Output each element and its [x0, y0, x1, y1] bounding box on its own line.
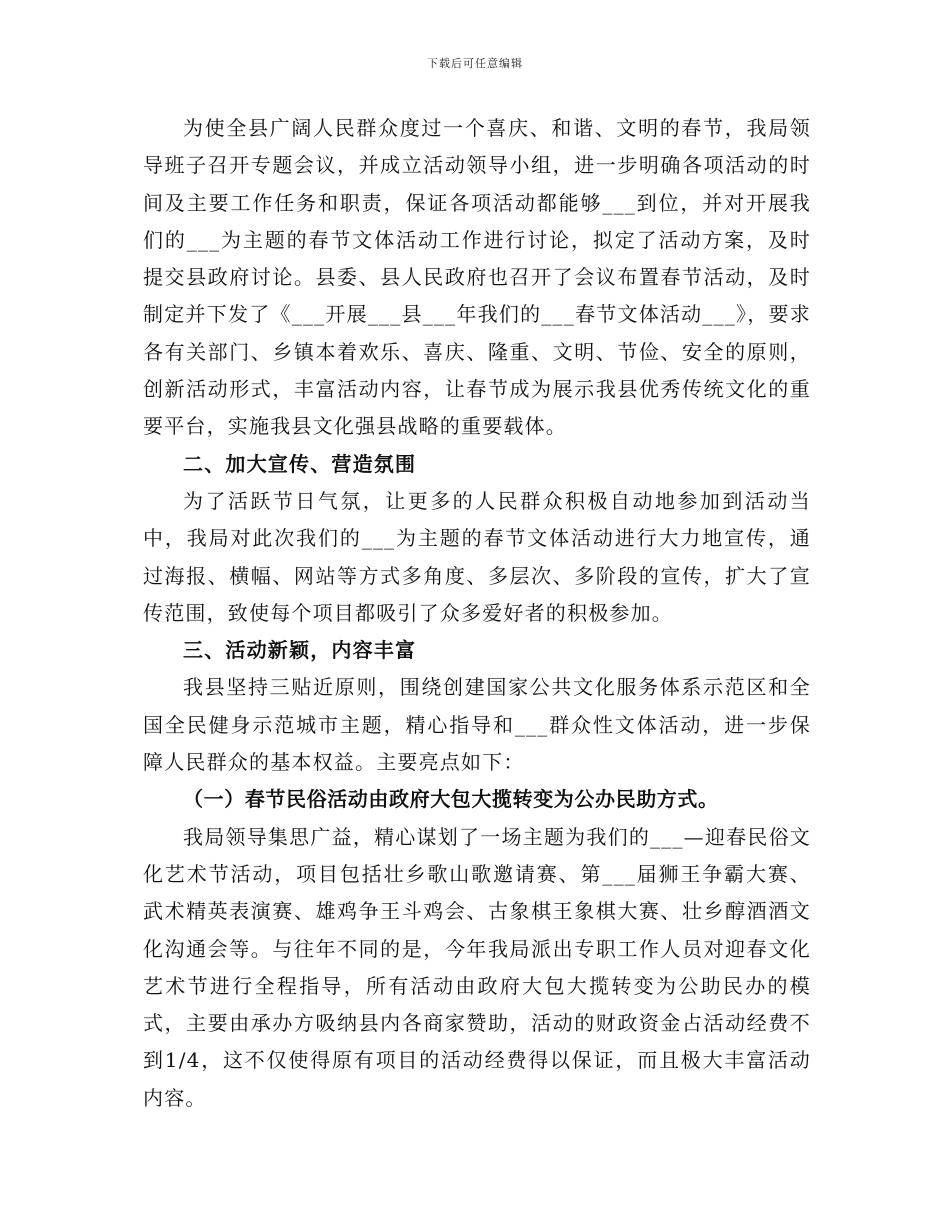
- download-note: 下载后可任意编辑: [427, 57, 523, 70]
- paragraph-intro: 为使全县广阔人民群众度过一个喜庆、和谐、文明的春节，我局领导班子召开专题会议，并成立活动领导小组，进一步明确各项活动的时间及主要工作任务和职责，保证各项活动都能够___到位，并对开展我们的___为主题的春节文体活动工作进行讨论，拟定了活动方案，及时提交县政府讨论。县委、县人民政府也召开了会议布置春节活动，及时制定并下发了《___开展___县___年我们的___春节文体活动___》，要求各有关部门、乡镇本着欢乐、喜庆、隆重、文明、节俭、安全的原则，创新活动形式，丰富活动内容，让春节成为展示我县优秀传统文化的重要平台，实施我县文化强县战略的重要载体。: [143, 116, 811, 439]
- paragraph-publicity: 为了活跃节日气氛，让更多的人民群众积极自动地参加到活动当中，我局对此次我们的___为主题的春节文体活动进行大力地宣传，通过海报、横幅、网站等方式多角度、多层次、多阶段的宣传，扩大了宣传范围，致使每个项目都吸引了众多爱好者的积极参加。: [143, 488, 811, 625]
- subsection-heading-folk-activities: （一）春节民俗活动由政府大包大揽转变为公办民助方式。: [183, 787, 719, 812]
- document-body: [143, 110, 811, 1117]
- section-heading-activities: 三、活动新颖，内容丰富: [183, 638, 417, 663]
- paragraph-activities: 我县坚持三贴近原则，围绕创建国家公共文化服务体系示范区和全国全民健身示范城市主题，精心指导和___群众性文体活动，进一步保障人民群众的基本权益。主要亮点如下：: [143, 675, 811, 775]
- paragraph-folk-activities: 我局领导集思广益，精心谋划了一场主题为我们的___—迎春民俗文化艺术节活动，项目包括壮乡歌山歌邀请赛、第___届狮王争霸大赛、武术精英表演赛、雄鸡争王斗鸡会、古象棋王象棋大赛、壮乡醇酒酒文化沟通会等。与往年不同的是，今年我局派出专职工作人员对迎春文化艺术节进行全程指导，所有活动由政府大包大揽转变为公助民办的模式，主要由承办方吸纳县内各商家赞助，活动的财政资金占活动经费不到1/4，这不仅使得原有项目的活动经费得以保证，而且极大丰富活动内容。: [143, 824, 811, 1110]
- section-heading-publicity: 二、加大宣传、营造氛围: [183, 451, 417, 476]
